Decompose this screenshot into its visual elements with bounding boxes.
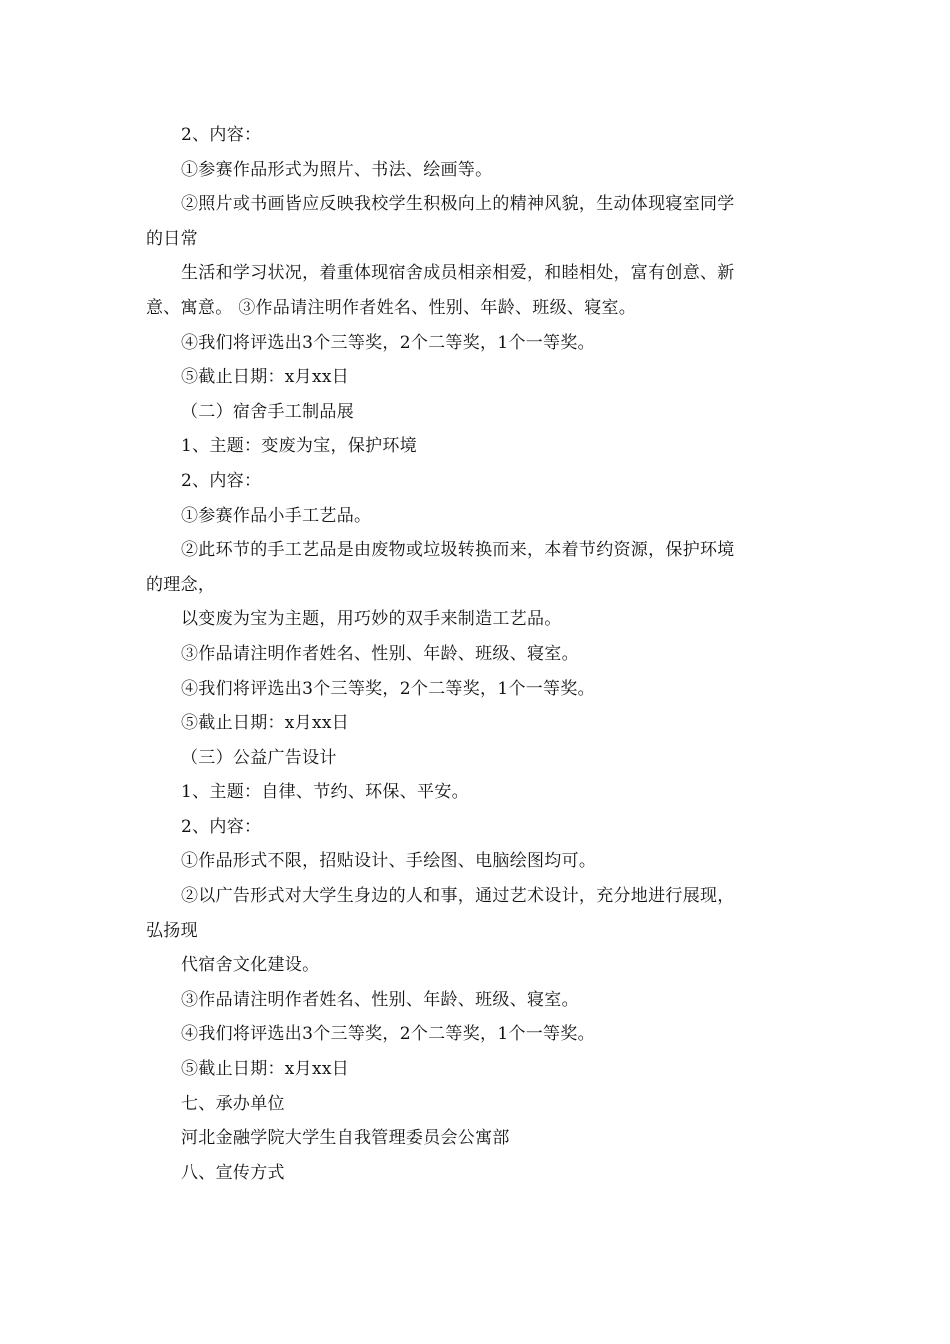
text-line: ⑤截止日期：x月xx日 — [181, 713, 350, 734]
text-line: ⑤截止日期：x月xx日 — [181, 367, 350, 388]
text-line: ①参赛作品小手工艺品。 — [181, 505, 372, 526]
text-line: ②此环节的手工艺品是由废物或垃圾转换而来，本着节约资源，保护环境 — [181, 540, 735, 561]
text-line: 弘扬现 — [146, 920, 198, 941]
text-line: 的理念， — [146, 574, 216, 595]
section-heading: 七、承办单位 — [181, 1093, 285, 1114]
text-line: 2、内容： — [181, 125, 262, 145]
text-line: 2、内容： — [181, 816, 262, 837]
text-line: ④我们将评选出3个三等奖，2个二等奖，1个一等奖。 — [181, 332, 595, 353]
text-line: 以变废为宝为主题，用巧妙的双手来制造工艺品。 — [181, 609, 562, 630]
text-line: 代宿舍文化建设。 — [181, 955, 320, 976]
text-line: ③作品请注明作者姓名、性别、年龄、班级、寝室。 — [181, 643, 579, 664]
text-line: ①参赛作品形式为照片、书法、绘画等。 — [181, 159, 493, 180]
text-line: ④我们将评选出3个三等奖，2个二等奖，1个一等奖。 — [181, 678, 595, 699]
text-line: ③作品请注明作者姓名、性别、年龄、班级、寝室。 — [181, 989, 579, 1010]
text-line: ②照片或书画皆应反映我校学生积极向上的精神风貌，生动体现寝室同学 — [181, 194, 735, 215]
document-body — [146, 118, 806, 1190]
text-line: ④我们将评选出3个三等奖，2个二等奖，1个一等奖。 — [181, 1024, 595, 1045]
section-heading: 八、宣传方式 — [181, 1162, 285, 1183]
text-line: ①作品形式不限，招贴设计、手绘图、电脑绘图均可。 — [181, 851, 597, 872]
text-line: 生活和学习状况，着重体现宿舍成员相亲相爱，和睦相处，富有创意、新 — [181, 263, 735, 284]
text-line: 河北金融学院大学生自我管理委员会公寓部 — [181, 1128, 510, 1149]
text-line: 1、主题：自律、节约、环保、平安。 — [181, 782, 469, 803]
text-line: ②以广告形式对大学生身边的人和事，通过艺术设计，充分地进行展现， — [181, 886, 735, 907]
text-line: 1、主题：变废为宝，保护环境 — [181, 436, 418, 457]
section-heading: （三）公益广告设计 — [181, 747, 337, 768]
text-line: 意、寓意。 ③作品请注明作者姓名、性别、年龄、班级、寝室。 — [146, 297, 637, 318]
text-line: 2、内容： — [181, 470, 262, 491]
section-heading: （二）宿舍手工制品展 — [181, 401, 354, 422]
text-line: ⑤截止日期：x月xx日 — [181, 1059, 350, 1080]
text-line: 的日常 — [146, 228, 198, 249]
